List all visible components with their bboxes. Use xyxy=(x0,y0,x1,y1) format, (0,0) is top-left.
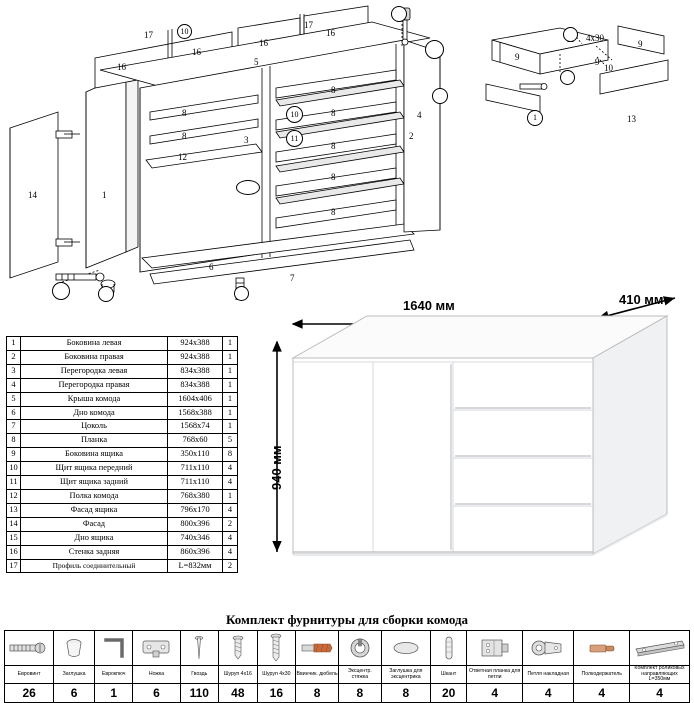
part-index: 6 xyxy=(7,406,21,420)
callout-label: 16 xyxy=(192,47,201,57)
kit-cell-allen-key xyxy=(94,631,133,666)
kit-count: 4 xyxy=(630,684,690,703)
part-qty: 1 xyxy=(223,350,238,364)
callout-circle xyxy=(98,286,114,302)
part-index: 14 xyxy=(7,517,21,531)
part-qty: 1 xyxy=(223,337,238,351)
kit-cell-nail xyxy=(180,631,219,666)
part-qty: 8 xyxy=(223,448,238,462)
callout-label: 17 xyxy=(144,30,153,40)
callout-label: 2 xyxy=(409,131,414,141)
part-dimension: 834x388 xyxy=(168,378,223,392)
callout-circle xyxy=(560,70,575,85)
kit-count: 16 xyxy=(257,684,296,703)
part-qty: 5 xyxy=(223,434,238,448)
callout-circle xyxy=(52,282,70,300)
part-dimension: 768x380 xyxy=(168,489,223,503)
cam-cap-icon xyxy=(391,640,421,656)
kit-cell-drawer-slide xyxy=(630,631,690,666)
parts-list-body xyxy=(7,337,238,573)
kit-count: 8 xyxy=(296,684,339,703)
part-dimension: 711x110 xyxy=(168,476,223,490)
hinge-icon xyxy=(531,636,565,660)
callout-label: 10 xyxy=(604,63,613,73)
kit-cell-dowel xyxy=(296,631,339,666)
callout-label: 8 xyxy=(331,207,336,217)
part-index: 1 xyxy=(7,337,21,351)
kit-count: 4 xyxy=(467,684,523,703)
part-index: 13 xyxy=(7,503,21,517)
part-qty: 1 xyxy=(223,392,238,406)
callout-circle xyxy=(563,27,578,42)
part-index: 12 xyxy=(7,489,21,503)
part-name: Дно комода xyxy=(21,406,168,420)
drawer-slide-icon xyxy=(634,639,686,657)
callout-circle xyxy=(236,180,260,195)
part-index: 10 xyxy=(7,462,21,476)
callout-circle: 10 xyxy=(286,106,303,123)
dresser-svg xyxy=(255,290,693,610)
part-dimension: 1568x74 xyxy=(168,420,223,434)
kit-count: 1 xyxy=(94,684,133,703)
part-dimension: 768x60 xyxy=(168,434,223,448)
kit-name: Ввинчик. дюбель xyxy=(296,666,339,684)
kit-count: 4 xyxy=(574,684,630,703)
part-qty: 4 xyxy=(223,462,238,476)
kit-count: 26 xyxy=(5,684,54,703)
kit-cell-shelf-support xyxy=(574,631,630,666)
part-dimension: 834x388 xyxy=(168,364,223,378)
callout-label: 6 xyxy=(209,262,214,272)
euroscrew-icon xyxy=(9,639,49,657)
dowel-icon xyxy=(300,640,334,656)
callout-label: 12 xyxy=(178,152,187,162)
table-row xyxy=(7,489,238,503)
kit-name: Шуруп 4х30 xyxy=(257,666,296,684)
part-name: Полка комода xyxy=(21,489,168,503)
table-row xyxy=(7,378,238,392)
cam-lock-icon xyxy=(348,636,372,660)
part-index: 8 xyxy=(7,434,21,448)
part-index: 15 xyxy=(7,531,21,545)
part-qty: 1 xyxy=(223,406,238,420)
nail-icon xyxy=(193,635,205,661)
callout-label: 8 xyxy=(331,141,336,151)
part-name: Фасад xyxy=(21,517,168,531)
kit-cell-cam-cap xyxy=(381,631,430,666)
callout-circle xyxy=(432,88,448,104)
kit-cell-screw-4x16 xyxy=(219,631,258,666)
part-name: Крыша комода xyxy=(21,392,168,406)
part-name: Планка xyxy=(21,434,168,448)
part-qty: 1 xyxy=(223,378,238,392)
part-qty: 1 xyxy=(223,420,238,434)
part-name: Перегородка правая xyxy=(21,378,168,392)
part-dimension: 796x170 xyxy=(168,503,223,517)
table-row xyxy=(7,476,238,490)
callout-label: 14 xyxy=(28,190,37,200)
dresser-height-label: 940 мм xyxy=(269,445,284,490)
part-dimension: 924x388 xyxy=(168,350,223,364)
callout-label: 13 xyxy=(627,114,636,124)
table-row xyxy=(7,462,238,476)
part-index: 2 xyxy=(7,350,21,364)
kit-count: 6 xyxy=(54,684,95,703)
callout-circle: 1 xyxy=(527,110,543,126)
kit-name: Петля накладная xyxy=(523,666,574,684)
kit-name: Заглушка для эксцентрика xyxy=(381,666,430,684)
callout-label: 9 xyxy=(638,39,643,49)
hardware-kit-title: Комплект фурнитуры для сборки комода xyxy=(225,612,469,627)
table-row xyxy=(7,350,238,364)
callout-label: 4 xyxy=(417,110,422,120)
cap-icon xyxy=(63,637,85,659)
callout-label: 7 xyxy=(290,273,295,283)
part-dimension: 860x396 xyxy=(168,545,223,559)
part-dimension: 800x396 xyxy=(168,517,223,531)
kit-cell-euroscrew xyxy=(5,631,54,666)
part-dimension: 1604x406 xyxy=(168,392,223,406)
table-row xyxy=(7,392,238,406)
kit-cell-wood-dowel xyxy=(430,631,466,666)
kit-cell-cam-lock xyxy=(338,631,381,666)
callout-circle: 11 xyxy=(286,130,303,147)
shelf-support-icon xyxy=(587,640,617,656)
screw-4x16-icon xyxy=(231,635,245,661)
part-name: Боковина правая xyxy=(21,350,168,364)
table-row xyxy=(7,420,238,434)
kit-name: Полкодержатель xyxy=(574,666,630,684)
table-row xyxy=(7,434,238,448)
part-name: Стенка задняя xyxy=(21,545,168,559)
kit-names-row xyxy=(5,666,690,684)
kit-count: 20 xyxy=(430,684,466,703)
kit-name: Шкант xyxy=(430,666,466,684)
table-row xyxy=(7,364,238,378)
screw-4x30-icon xyxy=(269,633,283,663)
callout-label: 17 xyxy=(304,20,313,30)
kit-name: Комплект роликовых направляющих L=350мм xyxy=(630,666,690,684)
part-qty: 2 xyxy=(223,559,238,573)
part-qty: 1 xyxy=(223,489,238,503)
kit-count: 8 xyxy=(338,684,381,703)
callout-circle xyxy=(425,40,444,59)
hinge-plate-icon xyxy=(479,636,511,660)
part-dimension: 1568x388 xyxy=(168,406,223,420)
kit-count: 48 xyxy=(219,684,258,703)
exploded-assembly-diagram xyxy=(0,0,694,300)
kit-count: 4 xyxy=(523,684,574,703)
part-index: 9 xyxy=(7,448,21,462)
part-dimension: L=832мм xyxy=(168,559,223,573)
callout-label: 16 xyxy=(326,28,335,38)
table-row xyxy=(7,531,238,545)
callout-label: 8 xyxy=(331,172,336,182)
kit-cell-screw-4x30 xyxy=(257,631,296,666)
part-name: Фасад ящика xyxy=(21,503,168,517)
part-qty: 4 xyxy=(223,531,238,545)
part-name: Цоколь xyxy=(21,420,168,434)
exploded-diagram-svg xyxy=(0,0,694,300)
callout-circle xyxy=(234,286,249,301)
part-name: Дно ящика xyxy=(21,531,168,545)
kit-name: Шуруп 4х16 xyxy=(219,666,258,684)
callout-label: 5 xyxy=(254,57,259,67)
table-row xyxy=(7,337,238,351)
dresser-dimension-drawing xyxy=(255,290,693,610)
callout-circle xyxy=(391,6,407,22)
callout-label: 8 xyxy=(182,131,187,141)
kit-count: 110 xyxy=(180,684,219,703)
callout-label: 4x30 xyxy=(586,33,604,43)
kit-cell-hinge xyxy=(523,631,574,666)
table-row xyxy=(7,545,238,559)
part-qty: 4 xyxy=(223,476,238,490)
callout-label: 16 xyxy=(117,62,126,72)
dresser-width-label: 1640 мм xyxy=(403,298,455,313)
part-dimension: 711x110 xyxy=(168,462,223,476)
callout-label: 9 xyxy=(595,57,600,67)
kit-cell-hinge-plate xyxy=(467,631,523,666)
part-index: 4 xyxy=(7,378,21,392)
table-row xyxy=(7,503,238,517)
part-dimension: 740x346 xyxy=(168,531,223,545)
callout-label: 9 xyxy=(515,52,520,62)
table-row xyxy=(7,406,238,420)
foot-icon xyxy=(139,637,173,659)
part-qty: 1 xyxy=(223,364,238,378)
part-index: 11 xyxy=(7,476,21,490)
kit-icons-row xyxy=(5,631,690,666)
kit-name: Ответная планка для петли xyxy=(467,666,523,684)
part-name: Боковина ящика xyxy=(21,448,168,462)
part-name: Перегородка левая xyxy=(21,364,168,378)
kit-count: 8 xyxy=(381,684,430,703)
dresser-depth-label: 410 мм xyxy=(619,292,664,307)
wood-dowel-icon xyxy=(443,635,455,661)
callout-label: 8 xyxy=(331,108,336,118)
part-qty: 4 xyxy=(223,545,238,559)
kit-name: Ножка xyxy=(133,666,180,684)
kit-cell-cap xyxy=(54,631,95,666)
part-name: Щит ящика задний xyxy=(21,476,168,490)
part-index: 3 xyxy=(7,364,21,378)
kit-name: Евровинт xyxy=(5,666,54,684)
kit-cell-foot xyxy=(133,631,180,666)
kit-count: 6 xyxy=(133,684,180,703)
part-name: Боковина левая xyxy=(21,337,168,351)
hardware-kit-table xyxy=(4,630,690,703)
kit-name: Гвоздь xyxy=(180,666,219,684)
table-row xyxy=(7,559,238,573)
kit-name: Еврокпюч xyxy=(94,666,133,684)
callout-label: 8 xyxy=(182,108,187,118)
callout-label: 3 xyxy=(244,135,249,145)
parts-list-table xyxy=(6,336,238,573)
kit-name: Заглушка xyxy=(54,666,95,684)
part-index: 17 xyxy=(7,559,21,573)
callout-label: 8 xyxy=(331,85,336,95)
callout-label: 16 xyxy=(259,38,268,48)
kit-name: Эксцентр. стяжка xyxy=(338,666,381,684)
part-name: Щит ящика передний xyxy=(21,462,168,476)
part-dimension: 924x388 xyxy=(168,337,223,351)
part-index: 16 xyxy=(7,545,21,559)
table-row xyxy=(7,448,238,462)
part-qty: 2 xyxy=(223,517,238,531)
callout-circle: 10 xyxy=(177,24,192,39)
table-row xyxy=(7,517,238,531)
part-qty: 4 xyxy=(223,503,238,517)
allen-key-icon xyxy=(102,637,126,659)
part-index: 7 xyxy=(7,420,21,434)
part-dimension: 350x110 xyxy=(168,448,223,462)
callout-label: 1 xyxy=(102,190,107,200)
part-index: 5 xyxy=(7,392,21,406)
part-name: Профиль соединительный xyxy=(21,559,168,573)
